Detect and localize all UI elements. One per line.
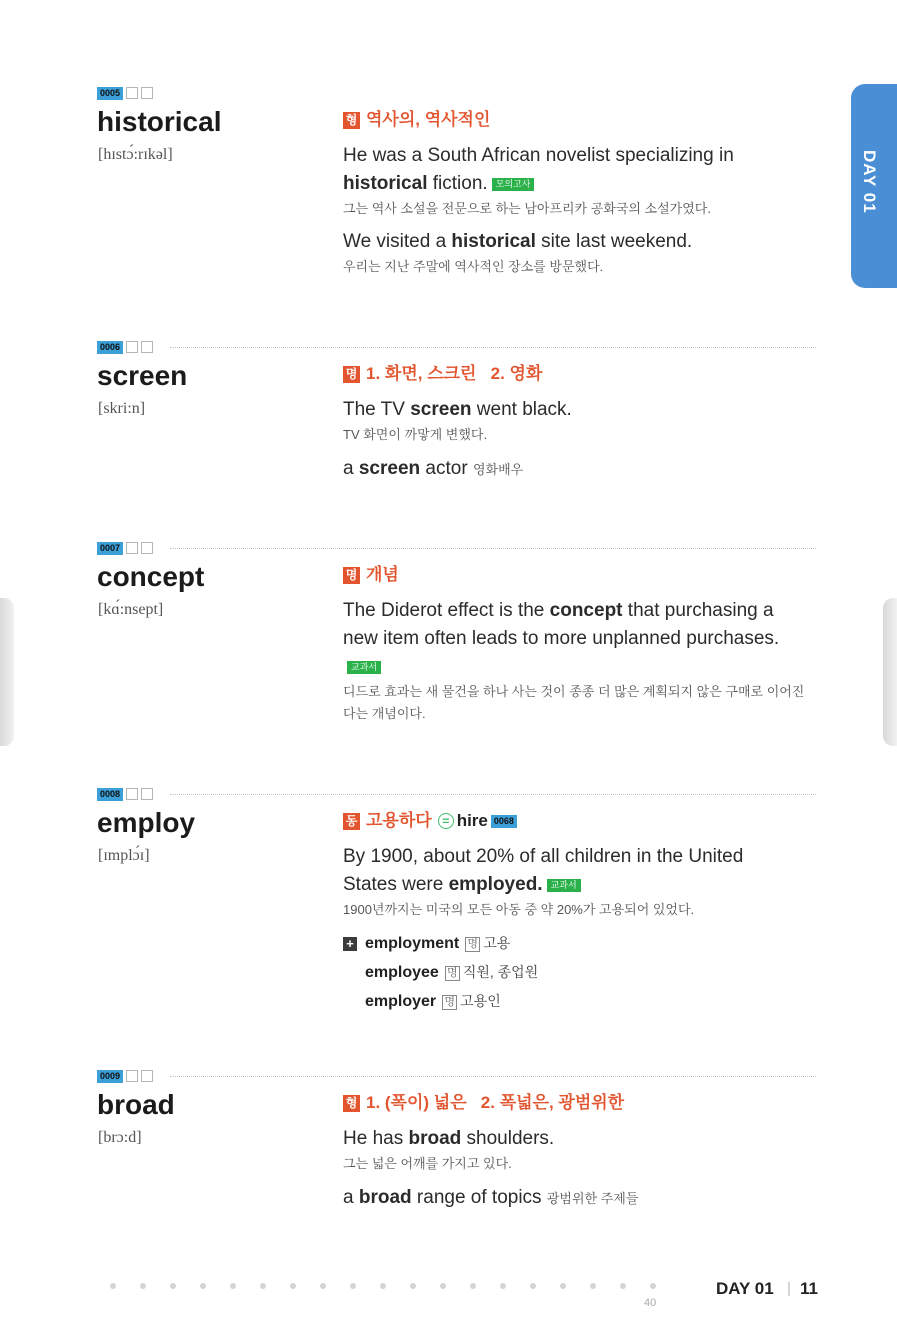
example-keyword: employed. [448,874,543,895]
example-translation: 우리는 지난 주말에 역사적인 장소를 방문했다. [343,259,604,274]
example-sentence [343,142,813,198]
example-keyword: broad [408,1128,462,1149]
phrase-text: a [343,458,359,479]
headword: employ [97,807,196,838]
phrase-keyword: broad [358,1187,412,1208]
derivative-word: employee [365,964,439,981]
progress-dot [590,1283,596,1289]
divider [170,548,816,549]
phrase-translation: 영화배우 [472,462,524,477]
definition [343,364,813,384]
definition [343,110,813,130]
progress-dot [170,1283,176,1289]
phrase-translation: 광범위한 주제들 [546,1191,639,1206]
example-translation: 그는 넓은 어깨를 가지고 있다. [343,1156,512,1171]
progress-dot [260,1283,266,1289]
checkbox[interactable] [141,341,153,353]
derivative-item [343,987,793,1016]
definition-text: 역사의, 역사적인 [366,110,491,129]
progress-dot [470,1283,476,1289]
progress-dot [290,1283,296,1289]
synonym: hire [456,811,488,830]
headword: screen [97,360,188,391]
entry-meta [97,340,153,354]
derivative-word: employment [365,935,460,952]
divider [170,1076,816,1077]
headword: historical [97,106,222,137]
footer-day-label: DAY 01 [716,1279,774,1298]
footer-separator: | [787,1280,791,1297]
example-keyword: historical [343,173,428,194]
example-text: He has [343,1128,409,1149]
entry-meta [97,787,153,801]
checkbox[interactable] [126,1070,138,1082]
source-badge: 교과서 [347,661,381,674]
progress-dot [410,1283,416,1289]
progress-dot [440,1283,446,1289]
phrase-text: a [343,1187,359,1208]
progress-dot [620,1283,626,1289]
progress-dot [530,1283,536,1289]
progress-dot [650,1283,656,1289]
source-badge: 교과서 [547,879,581,892]
pos-badge: 형 [343,1095,360,1112]
example-translation: TV 화면이 까맣게 변했다. [343,427,488,442]
progress-dot [500,1283,506,1289]
pronunciation: [skri:n] [98,400,146,417]
example-text: shoulders. [461,1128,555,1149]
progress-dot [200,1283,206,1289]
progress-dot [110,1283,116,1289]
definition-text: 고용하다 [366,811,432,830]
phrase-keyword: screen [358,458,421,479]
example-text: went black. [471,399,572,420]
progress-dot [350,1283,356,1289]
example-translation: 1900년까지는 미국의 모든 아동 중 약 20%가 고용되어 있었다. [343,902,695,917]
progress-dot [140,1283,146,1289]
progress-dot [380,1283,386,1289]
checkbox[interactable] [126,542,138,554]
entry-meta [97,541,153,555]
entry-number: 0006 [97,341,123,354]
divider [170,794,816,795]
example-text: that purchasing a new item often leads to more unplanned purchases. [343,600,780,649]
checkbox[interactable] [126,87,138,99]
entry-number: 0009 [97,1070,123,1083]
example-text: The Diderot effect is the [343,600,550,621]
definition [343,565,805,585]
example-translation: 디드로 효과는 새 물건을 하나 사는 것이 종종 더 많은 계획되지 않은 구매로 이어진다는 개념이다. [343,684,805,721]
page-number: 11 [800,1279,818,1298]
checkbox[interactable] [141,542,153,554]
definition-text: 1. (폭이) 넓은 2. 폭넓은, 광범위한 [366,1093,625,1112]
entry-meta [97,1069,153,1083]
pos-badge: 명 [343,567,360,584]
pronunciation: [kɑ́:nsept] [98,601,164,618]
example-keyword: screen [410,399,472,420]
example-sentence [343,1125,813,1153]
example-sentence [343,597,783,681]
example-sentence [343,396,813,424]
definition [343,1093,813,1113]
example-sentence [343,228,813,256]
example-text: He was a South African novelist specializing in [343,145,734,166]
day-tab-label: DAY 01 [860,150,879,214]
example-translation: 그는 역사 소설을 전문으로 하는 남아프리카 공화국의 소설가였다. [343,201,711,216]
pos-badge: 형 [343,112,360,129]
derivative-meaning: 직원, 종업원 [462,964,539,980]
phrase [343,1183,813,1214]
right-page-edge [883,598,897,746]
phrase-text: actor [420,458,473,479]
entry-number: 0008 [97,788,123,801]
progress-dot [320,1283,326,1289]
progress-number: 40 [644,1297,657,1309]
divider [170,347,816,348]
pos-badge: 동 [343,813,360,830]
left-page-edge [0,598,14,746]
definition [343,811,793,831]
example-text: By 1900, about 20% of all children in the United States were [343,846,744,895]
example-text: We visited a [343,231,452,252]
pos-badge: 명 [442,995,457,1010]
entry-number: 0007 [97,542,123,555]
definition-text: 개념 [366,565,399,584]
progress-dot [560,1283,566,1289]
example-text: site last weekend. [535,231,693,252]
derivative-word: employer [365,993,437,1010]
plus-icon: + [343,937,357,951]
pronunciation: [brɔ:d] [98,1129,142,1146]
derivative-meaning: 고용 [483,935,511,951]
pronunciation: [ɪmplɔ́ɪ] [98,847,150,864]
synonym-icon: = [438,813,454,829]
pos-badge: 명 [465,937,480,952]
pos-badge: 명 [445,966,460,981]
checkbox[interactable] [141,1070,153,1082]
phrase-text: range of topics [411,1187,547,1208]
headword: concept [97,561,205,592]
example-sentence [343,843,783,899]
headword: broad [97,1089,175,1120]
checkbox[interactable] [126,788,138,800]
example-keyword: historical [451,231,536,252]
day-tab[interactable] [851,84,897,288]
progress-dot [230,1283,236,1289]
checkbox[interactable] [126,341,138,353]
derivative-meaning: 고용인 [460,993,501,1009]
derivative-item [343,958,793,987]
derivative-item [343,929,793,958]
phrase [343,454,813,485]
checkbox[interactable] [141,788,153,800]
pronunciation: [hɪstɔ́:rɪkəl] [98,146,173,163]
pos-badge: 명 [343,366,360,383]
definition-text: 1. 화면, 스크린 2. 영화 [366,364,543,383]
example-text: The TV [343,399,411,420]
example-keyword: concept [549,600,623,621]
synonym-reference: 0068 [491,815,517,828]
entry-number: 0005 [97,87,123,100]
source-badge: 모의고사 [492,178,535,191]
example-text: fiction. [427,173,488,194]
entry-meta [97,86,153,100]
checkbox[interactable] [141,87,153,99]
